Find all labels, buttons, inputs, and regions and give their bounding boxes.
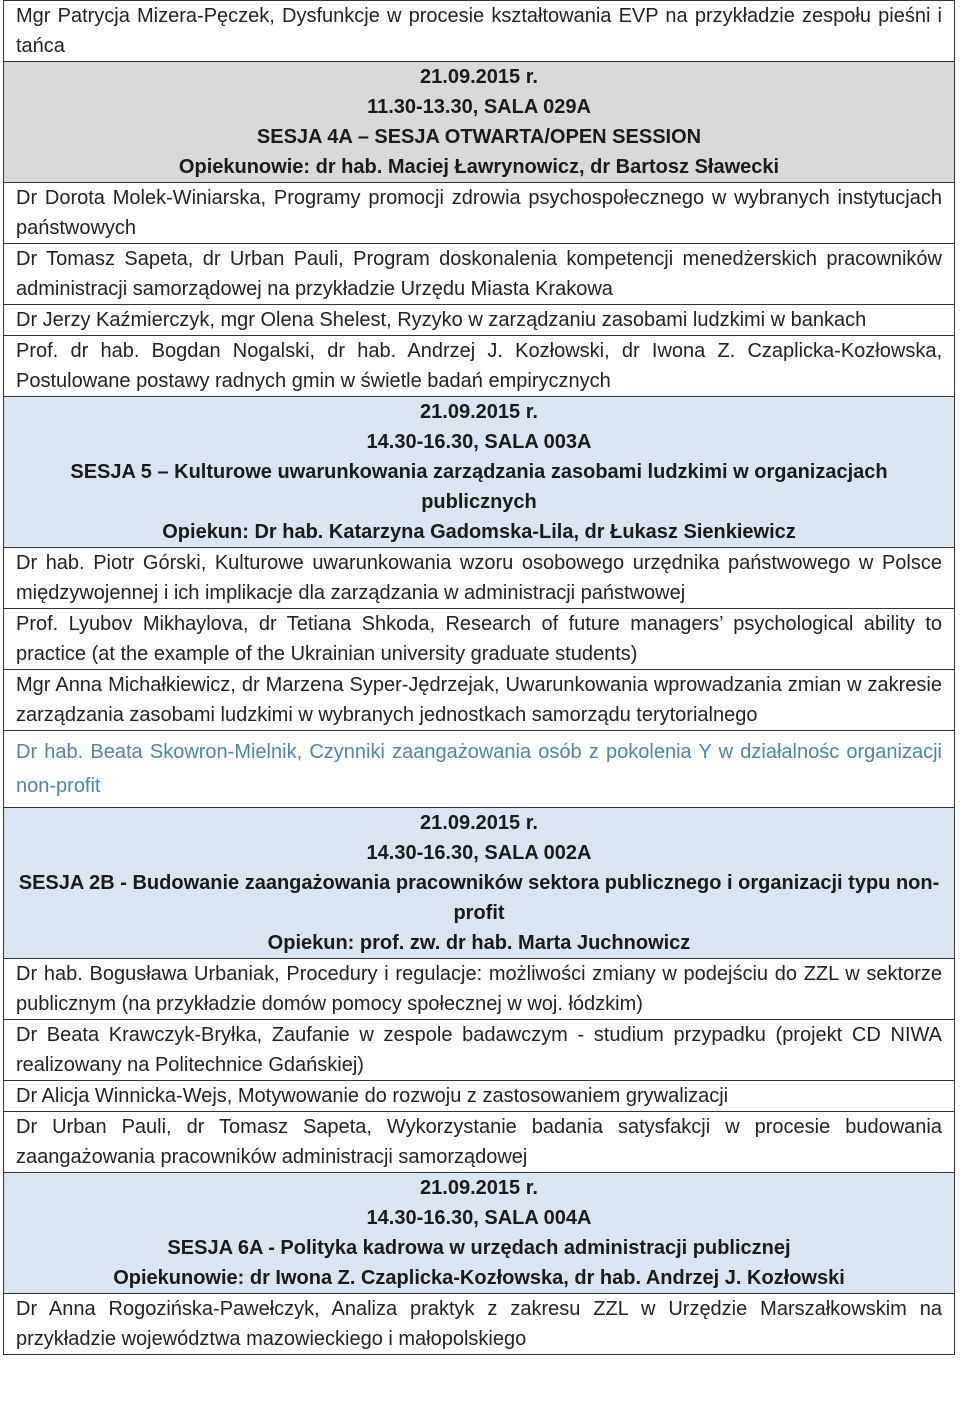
session-header-row <box>4 397 955 548</box>
paper-entry: Prof. Lyubov Mikhaylova, dr Tetiana Shkoda, Research of future managers’ psychological ability to practice (at the example of the Ukrainian university graduate students) <box>4 609 955 670</box>
paper-row <box>4 336 955 397</box>
paper-row <box>4 731 955 808</box>
session-title: SESJA 2B - Budowanie zaangażowania pracowników sektora publicznego i organizacji typu non-profit <box>18 872 940 924</box>
session-date: 21.09.2015 r. <box>420 401 538 423</box>
paper-row <box>4 670 955 731</box>
paper-row <box>4 1081 955 1112</box>
paper-row <box>4 1294 955 1355</box>
paper-row <box>4 959 955 1020</box>
session-supervisors: Opiekun: Dr hab. Katarzyna Gadomska-Lila, dr Łukasz Sienkiewicz <box>162 521 796 543</box>
session-time-room: 14.30-16.30, SALA 003A <box>366 431 592 453</box>
paper-row <box>4 1 955 62</box>
session-header-row <box>4 62 955 183</box>
paper-entry: Dr hab. Bogusława Urbaniak, Procedury i regulacje: możliwości zmiany w podejściu do ZZL w sektorze publicznym (na przykładzie domów pomocy społecznej w woj. łódzkim) <box>4 959 955 1020</box>
paper-entry: Mgr Patrycja Mizera-Pęczek, Dysfunkcje w procesie kształtowania EVP na przykładzie zespołu pieśni i tańca <box>4 1 955 62</box>
session-date: 21.09.2015 r. <box>420 66 538 88</box>
session-date: 21.09.2015 r. <box>420 812 538 834</box>
program-table-body <box>4 1 955 1355</box>
paper-row <box>4 1020 955 1081</box>
paper-entry: Dr Beata Krawczyk-Bryłka, Zaufanie w zespole badawczym - studium przypadku (projekt CD NIWA realizowany na Politechnice Gdańskiej) <box>4 1020 955 1081</box>
session-header <box>4 1173 955 1294</box>
conference-program-table <box>3 0 955 1355</box>
session-time-room: 11.30-13.30, SALA 029A <box>367 96 591 118</box>
session-header <box>4 808 955 959</box>
paper-row <box>4 548 955 609</box>
session-title: SESJA 4A – SESJA OTWARTA/OPEN SESSION <box>256 126 702 148</box>
paper-entry: Prof. dr hab. Bogdan Nogalski, dr hab. Andrzej J. Kozłowski, dr Iwona Z. Czaplicka-Kozłowska, Postulowane postawy radnych gmin w świetle badań empirycznych <box>4 336 955 397</box>
paper-entry: Dr Jerzy Kaźmierczyk, mgr Olena Shelest, Ryzyko w zarządzaniu zasobami ludzkimi w bankach <box>4 305 955 336</box>
paper-entry: Dr Anna Rogozińska-Pawełczyk, Analiza praktyk z zakresu ZZL w Urzędzie Marszałkowskim na przykładzie województwa mazowieckiego i małopolskiego <box>4 1294 955 1355</box>
session-title: SESJA 5 – Kulturowe uwarunkowania zarządzania zasobami ludzkimi w organizacjach publicznych <box>70 461 888 513</box>
paper-row <box>4 244 955 305</box>
paper-entry: Dr Alicja Winnicka-Wejs, Motywowanie do rozwoju z zastosowaniem grywalizacji <box>4 1081 955 1112</box>
session-time-room: 14.30-16.30, SALA 004A <box>366 1207 592 1229</box>
paper-row <box>4 609 955 670</box>
paper-entry: Dr hab. Piotr Górski, Kulturowe uwarunkowania wzoru osobowego urzędnika państwowego w Polsce międzywojennej i ich implikacje dla zarządzania w administracji państwowej <box>4 548 955 609</box>
paper-entry: Dr hab. Beata Skowron-Mielnik, Czynniki zaangażowania osób z pokolenia Y w działalnośc organizacji non-profit <box>4 731 955 808</box>
session-supervisors: Opiekunowie: dr hab. Maciej Ławrynowicz, dr Bartosz Sławecki <box>178 156 780 178</box>
session-header-row <box>4 808 955 959</box>
session-supervisors: Opiekun: prof. zw. dr hab. Marta Juchnowicz <box>267 932 691 954</box>
session-header <box>4 397 955 548</box>
session-header-row <box>4 1173 955 1294</box>
paper-entry: Dr Dorota Molek-Winiarska, Programy promocji zdrowia psychospołecznego w wybranych instytucjach państwowych <box>4 183 955 244</box>
paper-entry: Dr Tomasz Sapeta, dr Urban Pauli, Program doskonalenia kompetencji menedżerskich pracowników administracji samorządowej na przykładzie Urzędu Miasta Krakowa <box>4 244 955 305</box>
paper-row <box>4 1112 955 1173</box>
paper-entry: Mgr Anna Michałkiewicz, dr Marzena Syper-Jędrzejak, Uwarunkowania wprowadzania zmian w zakresie zarządzania zasobami ludzkimi w wybranych jednostkach samorządu terytorialnego <box>4 670 955 731</box>
session-header <box>4 62 955 183</box>
session-time-room: 14.30-16.30, SALA 002A <box>366 842 592 864</box>
paper-row <box>4 305 955 336</box>
session-title: SESJA 6A - Polityka kadrowa w urzędach administracji publicznej <box>167 1237 791 1259</box>
paper-row <box>4 183 955 244</box>
session-supervisors: Opiekunowie: dr Iwona Z. Czaplicka-Kozłowska, dr hab. Andrzej J. Kozłowski <box>113 1267 845 1289</box>
paper-entry: Dr Urban Pauli, dr Tomasz Sapeta, Wykorzystanie badania satysfakcji w procesie budowania zaangażowania pracowników administracji samorządowej <box>4 1112 955 1173</box>
session-date: 21.09.2015 r. <box>420 1177 538 1199</box>
